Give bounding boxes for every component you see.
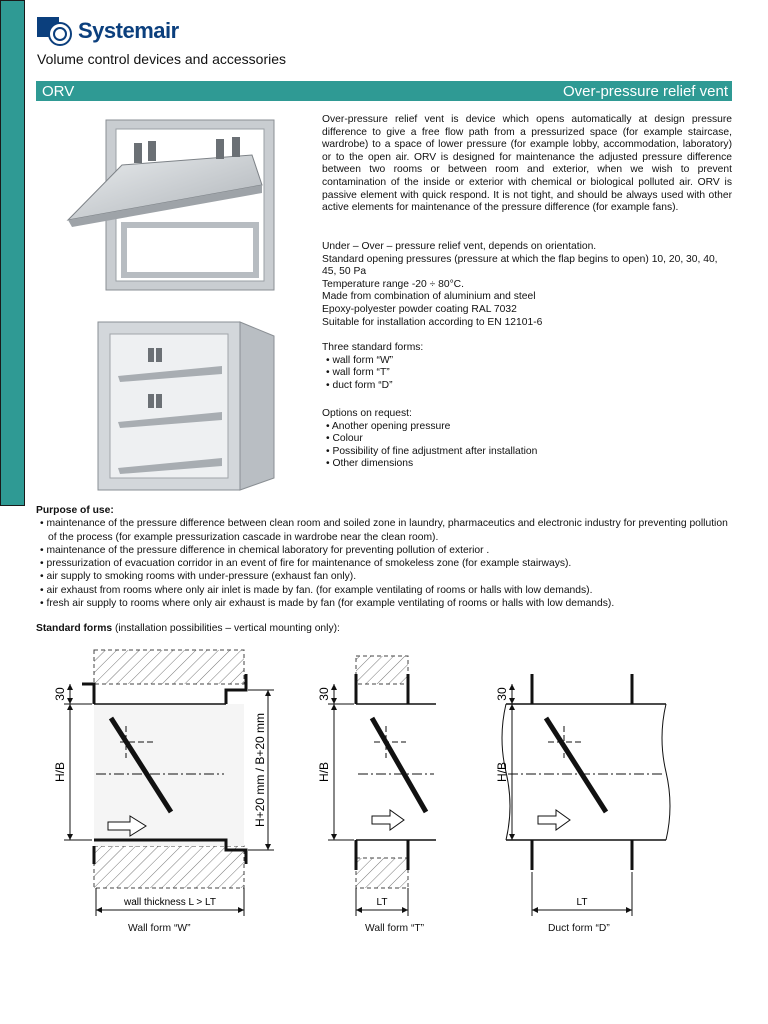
dim-30-w: 30 xyxy=(53,687,67,701)
installation-diagram xyxy=(36,640,736,940)
wall-form-t-drawing xyxy=(328,656,436,916)
systemair-logo-icon xyxy=(36,15,76,47)
caption-duct-form-d: Duct form “D” xyxy=(548,923,610,934)
forms-heading: Three standard forms: xyxy=(322,342,424,353)
spec-line: Suitable for installation according to EN 12101-6 xyxy=(322,316,543,328)
spec-line: Under – Over – pressure relief vent, depends on orientation. xyxy=(322,241,597,252)
options-item: • Possibility of fine adjustment after installation xyxy=(326,445,538,457)
caption-wall-form-t: Wall form “T” xyxy=(365,923,425,934)
product-title: Over-pressure relief vent xyxy=(562,82,728,100)
purpose-of-use xyxy=(36,504,736,610)
purpose-item: • pressurization of evacuation corridor in an event of fire for maintenance of smokeless zone (for example stairways). xyxy=(40,558,572,570)
standard-forms-caption xyxy=(36,623,340,634)
spec-line: Made from combination of aluminium and steel xyxy=(322,291,536,303)
dim-hb-d: H/B xyxy=(495,761,509,783)
dim-30-d: 30 xyxy=(495,687,509,701)
dim-hb20-w: H+20 mm / B+20 mm xyxy=(253,712,267,828)
forms-item: • wall form “W” xyxy=(326,354,394,366)
options-item: • Other dimensions xyxy=(326,458,414,470)
options-heading: Options on request: xyxy=(322,408,412,419)
title-bar xyxy=(36,81,732,101)
options-list xyxy=(322,408,732,471)
wall-form-w-drawing xyxy=(64,650,274,916)
product-description: Over-pressure relief vent is device which opens automatically at design pressure difference to give a free flow path from a pressurized space (for example staircase, wardrobe) to a space of lower pressure (for example lobby, accommodation, laboratory) or to the open air. ORV is designed for maintenance the adjusted pressure difference between two rooms or between room and exterior, when we wish to prevent contamination of the inside or exterior with chemical or biological polluted air. ORV is passive element with quick respond. It is not tight, and should be always used with other active elements for maintenance of the pressure difference (for example fans). xyxy=(322,114,732,214)
dim-hb-t: H/B xyxy=(317,761,331,783)
options-item: • Colour xyxy=(326,433,363,445)
duct-form-d-drawing xyxy=(502,674,670,916)
forms-item: • wall form “T” xyxy=(326,367,390,379)
side-accent-bar xyxy=(0,0,25,506)
dim-lt-t: LT xyxy=(376,897,388,908)
standard-forms-heading: Standard forms xyxy=(36,623,113,634)
purpose-item: • air exhaust from rooms where only air inlet is made by fan. (for example ventilating of rooms or halls with low demands). xyxy=(40,584,593,596)
spec-line: Epoxy-polyester powder coating RAL 7032 xyxy=(322,303,517,315)
forms-item: • duct form “D” xyxy=(326,379,393,391)
dim-hb-w: H/B xyxy=(53,761,67,783)
purpose-heading: Purpose of use: xyxy=(36,505,114,516)
standard-forms-note: (installation possibilities – vertical mounting only): xyxy=(112,623,340,634)
product-photo-louvers xyxy=(96,318,276,494)
purpose-item: • air supply to smoking rooms with under-pressure (exhaust fan only). xyxy=(40,571,357,583)
systemair-logo xyxy=(36,15,179,47)
purpose-item: • fresh air supply to rooms where only air exhaust is made by fan (for example ventilating of rooms or halls with low demands). xyxy=(40,598,615,610)
page-subtitle: Volume control devices and accessories xyxy=(37,51,287,67)
brand-name: Systemair xyxy=(78,18,179,43)
product-photo-open-flap xyxy=(66,115,276,295)
caption-wall-form-w: Wall form “W” xyxy=(128,923,191,934)
purpose-item: • maintenance of the pressure difference in chemical laboratory for preventing pollution of exterior . xyxy=(40,544,490,556)
spec-line: Standard opening pressures (pressure at which the flap begins to open) 10, 20, 30, 40, 45, 50 Pa xyxy=(322,253,718,278)
specifications-list xyxy=(322,241,732,329)
product-code: ORV xyxy=(42,82,75,100)
dim-30-t: 30 xyxy=(317,687,331,701)
purpose-item: • maintenance of the pressure difference between clean room and soiled zone in laundry, pharmaceutics and electronic industry for preventing pollution of the process (for example pressurization cascade in wardrobe near the clean room). xyxy=(40,518,728,543)
spec-line: Temperature range -20 ÷ 80°C. xyxy=(322,278,464,290)
standard-forms-list xyxy=(322,342,732,392)
dim-wall-thickness: wall thickness L > LT xyxy=(124,897,216,908)
dim-lt-d: LT xyxy=(576,897,588,908)
options-item: • Another opening pressure xyxy=(326,420,451,432)
